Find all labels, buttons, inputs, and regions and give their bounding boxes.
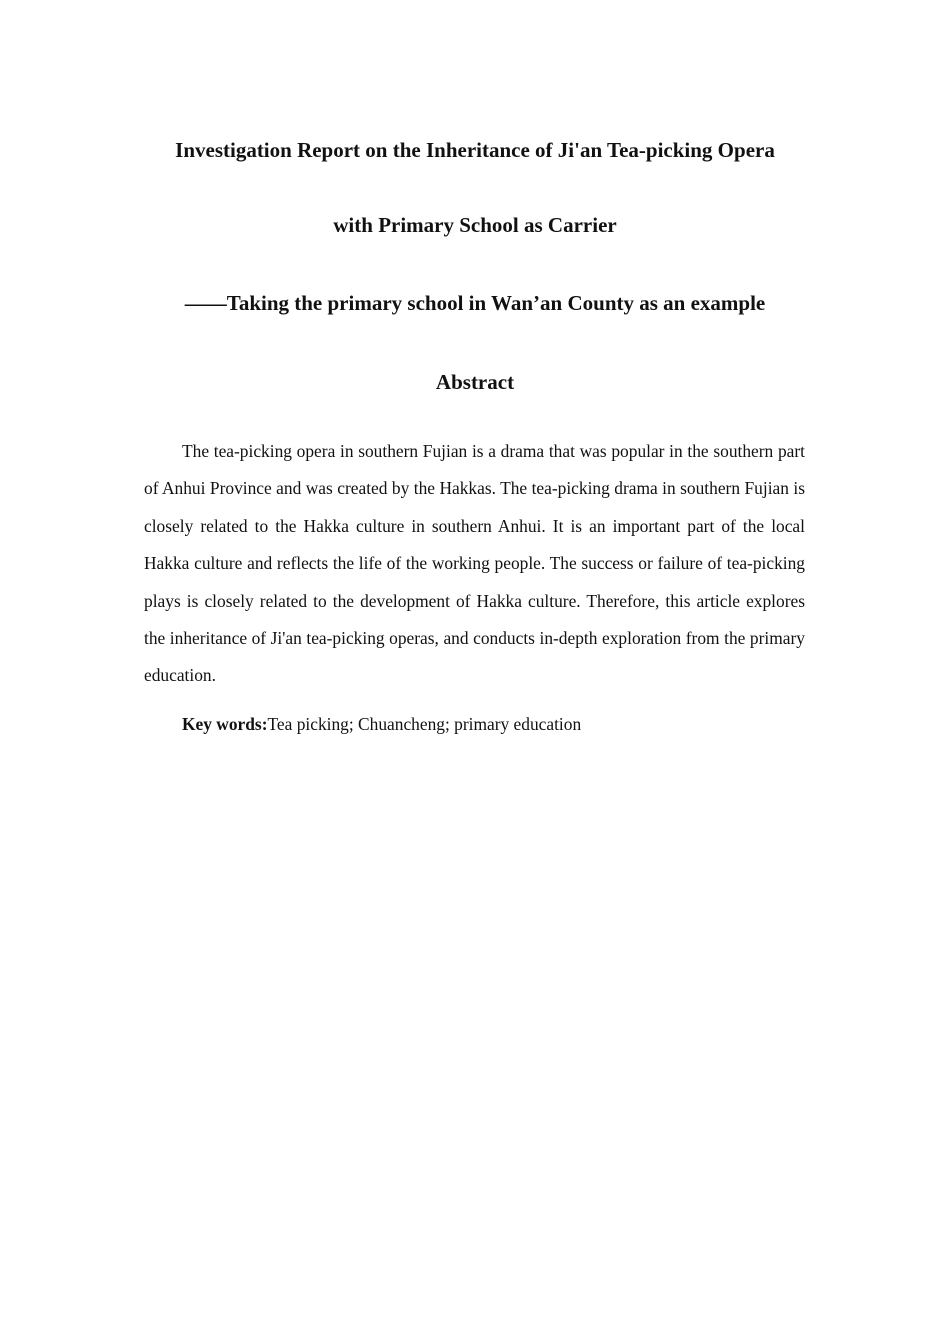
keywords-value: Tea picking; Chuancheng; primary education [267, 714, 582, 734]
abstract-paragraph: The tea-picking opera in southern Fujian is a drama that was popular in the southern part of Anhui Province and was created by the Hakkas. The tea-picking drama in southern Fujian is closely related to the Hakka culture in southern Anhui. It is an important part of the local Hakka culture and reflects the life of the working people. The success or failure of tea-picking plays is closely related to the development of Hakka culture. Therefore, this article explores the inheritance of Ji'an tea-picking operas, and conducts in-depth exploration from the primary education. [144, 441, 805, 686]
abstract-heading: Abstract [435, 370, 515, 394]
keywords-label: Key words: [182, 714, 268, 734]
keywords [182, 710, 581, 738]
subtitle: ——Taking the primary school in Wan’an County as an example [184, 291, 766, 315]
title-line-1: Investigation Report on the Inheritance of Ji'an Tea-picking Opera [175, 138, 775, 162]
title-line-2: with Primary School as Carrier [333, 213, 617, 237]
